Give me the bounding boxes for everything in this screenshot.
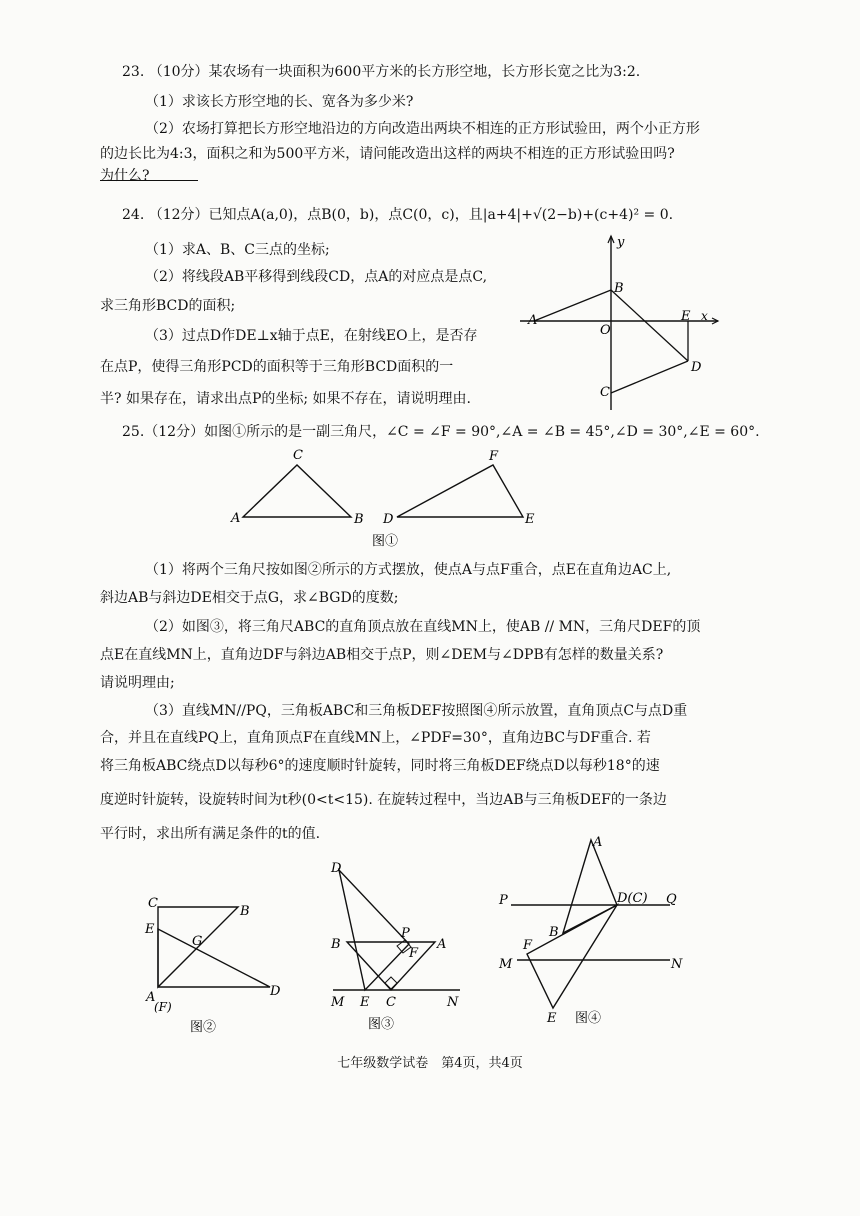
fig2-caption: 图② <box>190 1020 217 1035</box>
fig2-label-E: E <box>145 922 155 937</box>
fig4-label-B: B <box>549 925 559 940</box>
label-E: E <box>681 309 691 324</box>
fig3-label-P: P <box>401 926 410 941</box>
figure-3 <box>325 858 475 1038</box>
fig1-label-C: C <box>293 448 303 463</box>
q25-part1-line2: 斜边AB与斜边DE相交于点G，求∠BGD的度数; <box>100 590 399 606</box>
q23-part2-line3: 为什么? <box>100 168 150 184</box>
segment-CD <box>611 361 688 393</box>
q25-part3-line3: 将三角板ABC绕点D以每秒6°的速度顺时针旋转，同时将三角板DEF绕点D以每秒18°的速 <box>100 758 660 774</box>
fig4-triangle-DEF <box>527 905 617 1008</box>
q25-part2-line3: 请说明理由; <box>100 675 175 691</box>
fig3-label-M: M <box>331 995 345 1010</box>
label-x: x <box>701 309 708 323</box>
label-A: A <box>528 313 538 328</box>
fig1-label-B: B <box>354 512 364 527</box>
fig2-label-F: (F) <box>154 1000 172 1014</box>
q24-part3-line1: （3）过点D作DE⊥x轴于点E，在射线EO上，是否存 <box>145 328 478 344</box>
fig3-label-C: C <box>386 995 396 1010</box>
fig2-triangle-DEF <box>158 929 270 987</box>
label-y: y <box>617 235 625 250</box>
fig3-label-D: D <box>331 861 342 876</box>
q25-part3-line4: 度逆时针旋转，设旋转时间为t秒(0<t<15). 在旋转过程中，当边AB与三角板DEF的一条边 <box>100 792 667 808</box>
q24-title: 24. （12分）已知点A(a,0)，点B(0，b)，点C(0，c)，且|a+4|+√(2−b)+(c+4)² = 0. <box>122 207 674 223</box>
q25-part2-line2: 点E在直线MN上，直角边DF与斜边AB相交于点P，则∠DEM与∠DPB有怎样的数量关系? <box>100 647 664 663</box>
q24-part2-line2: 求三角形BCD的面积; <box>100 298 236 314</box>
fig2-label-D: D <box>270 984 281 999</box>
q24-part1: （1）求A、B、C三点的坐标; <box>145 242 330 258</box>
fig2-label-C: C <box>148 896 158 911</box>
fig2-label-B: B <box>240 904 250 919</box>
fig1-caption: 图① <box>372 534 399 549</box>
fig4-label-N: N <box>671 957 683 972</box>
fig3-label-F: F <box>409 946 419 961</box>
figure-1-triangle-rulers <box>225 445 545 555</box>
triangle-DEF <box>397 465 523 517</box>
q23-part2-line2: 的边长比为4:3，面积之和为500平方米，请问能改造出这样的两块不相连的正方形试验田吗? <box>100 146 675 162</box>
segment-AB <box>534 290 611 321</box>
fig4-label-F: F <box>523 938 533 953</box>
segment-BD <box>611 290 688 361</box>
fig4-caption: 图④ <box>575 1011 602 1026</box>
q25-part1-line1: （1）将两个三角尺按如图②所示的方式摆放，使点A与点F重合，点E在直角边AC上, <box>145 562 672 578</box>
q23-title: 23. （10分）某农场有一块面积为600平方米的长方形空地，长方形长宽之比为3:2. <box>122 64 641 80</box>
fig3-label-N: N <box>447 995 459 1010</box>
fig1-label-F: F <box>489 449 499 464</box>
label-B: B <box>614 281 624 296</box>
figure-4 <box>495 832 715 1032</box>
fig4-label-P: P <box>499 893 508 908</box>
fig3-label-B: B <box>331 937 341 952</box>
fig1-label-A: A <box>231 511 241 526</box>
fig4-label-M: M <box>499 957 513 972</box>
fig2-label-A: A <box>146 990 156 1005</box>
fig4-label-A: A <box>593 835 603 850</box>
q25-part3-line1: （3）直线MN//PQ，三角板ABC和三角板DEF按照图④所示放置，直角顶点C与点D重 <box>145 703 688 719</box>
label-C: C <box>600 385 610 400</box>
fig2-label-G: G <box>192 934 203 949</box>
fig1-label-E: E <box>525 512 535 527</box>
q25-part3-line5: 平行时，求出所有满足条件的t的值. <box>100 826 321 842</box>
q23-part2-line1: （2）农场打算把长方形空地沿边的方向改造出两块不相连的正方形试验田，两个小正方形 <box>145 121 700 137</box>
q25-title: 25.（12分）如图①所示的是一副三角尺，∠C = ∠F = 90°,∠A = ∠B = 45°,∠D = 30°,∠E = 60°. <box>122 424 760 440</box>
q24-part3-line3: 半? 如果存在，请求出点P的坐标; 如果不存在，请说明理由. <box>100 391 471 407</box>
label-D: D <box>691 360 702 375</box>
q24-part3-line2: 在点P，使得三角形PCD的面积等于三角形BCD面积的一 <box>100 359 454 375</box>
fig4-label-DC: D(C) <box>617 891 648 906</box>
q24-coordinate-figure <box>520 228 730 418</box>
triangle-ABC <box>243 465 351 517</box>
fig3-label-E: E <box>360 995 370 1010</box>
q25-part3-line2: 合，并且在直线PQ上，直角顶点F在直线MN上，∠PDF=30°，直角边BC与DF重合. 若 <box>100 730 651 746</box>
fig3-caption: 图③ <box>368 1017 395 1032</box>
figure-2 <box>130 885 290 1040</box>
page-footer: 七年级数学试卷 第4页，共4页 <box>337 1056 523 1071</box>
q24-part2-line1: （2）将线段AB平移得到线段CD，点A的对应点是点C, <box>145 269 488 285</box>
fig3-label-A: A <box>437 937 447 952</box>
fig4-label-E: E <box>547 1011 557 1026</box>
handwritten-underline <box>100 180 198 181</box>
fig4-label-Q: Q <box>666 892 677 907</box>
label-O: O <box>600 323 611 338</box>
fig1-label-D: D <box>383 512 394 527</box>
q23-part1: （1）求该长方形空地的长、宽各为多少米? <box>145 94 414 110</box>
fig3-right-angle-C <box>385 977 397 989</box>
q25-part2-line1: （2）如图③，将三角尺ABC的直角顶点放在直线MN上，使AB // MN，三角尺DEF的顶 <box>145 619 701 635</box>
